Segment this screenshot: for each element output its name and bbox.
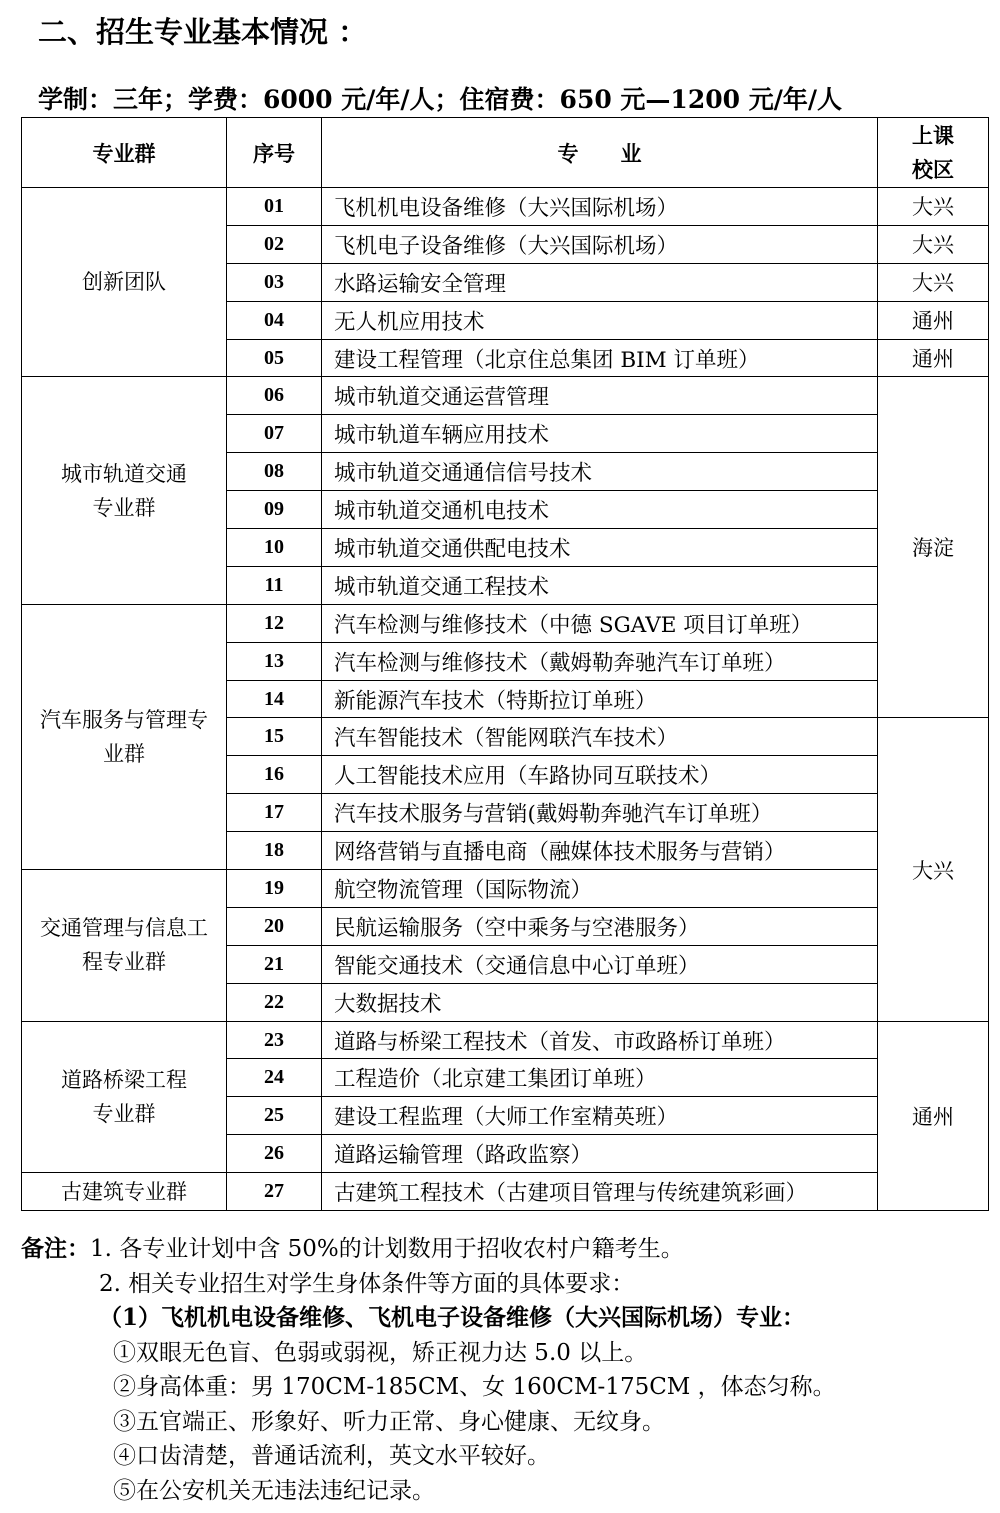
campus-cell: 大兴 xyxy=(878,263,989,301)
header-group: 专业群 xyxy=(22,118,227,188)
campus-cell: 海淀 xyxy=(878,377,989,718)
notes-label: 备注： xyxy=(21,1235,90,1262)
major-name: 城市轨道交通工程技术 xyxy=(322,566,878,604)
majors-table xyxy=(21,117,989,1211)
row-number: 11 xyxy=(227,566,322,604)
major-name: 城市轨道交通供配电技术 xyxy=(322,529,878,567)
major-name: 新能源汽车技术（特斯拉订单班） xyxy=(322,680,878,718)
row-number: 24 xyxy=(227,1059,322,1097)
row-number: 20 xyxy=(227,907,322,945)
group-name: 汽车服务与管理专 xyxy=(40,707,208,732)
group-name: 古建筑专业群 xyxy=(61,1179,187,1204)
major-name: 道路运输管理（路政监察） xyxy=(322,1135,878,1173)
row-number: 01 xyxy=(227,188,322,226)
group-name: 道路桥梁工程 xyxy=(61,1067,187,1092)
row-number: 03 xyxy=(227,263,322,301)
group-cell xyxy=(22,188,227,377)
major-name: 民航运输服务（空中乘务与空港服务） xyxy=(322,907,878,945)
major-name: 航空物流管理（国际物流） xyxy=(322,870,878,908)
row-number: 27 xyxy=(227,1173,322,1211)
row-number: 18 xyxy=(227,832,322,870)
row-number: 21 xyxy=(227,945,322,983)
row-number: 26 xyxy=(227,1135,322,1173)
major-name: 城市轨道交通运营管理 xyxy=(322,377,878,415)
group-name-cont: 程专业群 xyxy=(82,950,166,975)
notes-section xyxy=(21,1232,991,1508)
major-name: 汽车技术服务与营销(戴姆勒奔驰汽车订单班） xyxy=(322,794,878,832)
group-name-cont: 业群 xyxy=(103,741,145,766)
row-number: 25 xyxy=(227,1097,322,1135)
table-row xyxy=(22,604,989,642)
requirement-item: ③五官端正、形象好、听力正常、身心健康、无纹身。 xyxy=(113,1408,665,1435)
group-cell xyxy=(22,377,227,604)
major-name: 汽车检测与维修技术（中德 SGAVE 项目订单班） xyxy=(322,604,878,642)
major-name: 建设工程监理（大师工作室精英班） xyxy=(322,1097,878,1135)
header-seq: 序号 xyxy=(227,118,322,188)
major-name: 人工智能技术应用（车路协同互联技术） xyxy=(322,756,878,794)
major-name: 城市轨道交通机电技术 xyxy=(322,491,878,529)
major-name: 工程造价（北京建工集团订单班） xyxy=(322,1059,878,1097)
group-cell xyxy=(22,1021,227,1173)
row-number: 14 xyxy=(227,680,322,718)
row-number: 09 xyxy=(227,491,322,529)
tuition-fees-line: 学制：三年；学费：6000 元/年/人；住宿费：650 元—1200 元/年/人 xyxy=(38,85,842,114)
row-number: 16 xyxy=(227,756,322,794)
group-name-cont: 专业群 xyxy=(92,1101,156,1126)
group-name-cont: 专业群 xyxy=(92,495,156,520)
requirement-item: ④口齿清楚，普通话流利，英文水平较好。 xyxy=(113,1443,550,1469)
campus-cell: 通州 xyxy=(878,339,989,377)
row-number: 15 xyxy=(227,718,322,756)
table-row xyxy=(22,1173,989,1211)
note-item-1: 1. 各专业计划中含 50%的计划数用于招收农村户籍考生。 xyxy=(90,1236,684,1262)
table-row xyxy=(22,377,989,415)
major-name: 无人机应用技术 xyxy=(322,301,878,339)
campus-cell: 大兴 xyxy=(878,225,989,263)
major-name: 水路运输安全管理 xyxy=(322,263,878,301)
note-sub-heading: （1）飞机机电设备维修、飞机电子设备维修（大兴国际机场）专业： xyxy=(99,1304,806,1331)
row-number: 04 xyxy=(227,301,322,339)
row-number: 02 xyxy=(227,225,322,263)
group-name: 城市轨道交通 xyxy=(61,461,187,486)
note-item-2: 2. 相关专业招生对学生身体条件等方面的具体要求： xyxy=(99,1270,635,1297)
row-number: 12 xyxy=(227,604,322,642)
requirement-item: ②身高体重：男 170CM-185CM、女 160CM-175CM ，体态匀称。 xyxy=(113,1374,836,1400)
row-number: 22 xyxy=(227,983,322,1021)
requirement-item: ①双眼无色盲、色弱或弱视，矫正视力达 5.0 以上。 xyxy=(113,1339,648,1366)
campus-cell: 大兴 xyxy=(878,188,989,226)
row-number: 23 xyxy=(227,1021,322,1059)
section-heading: 二、招生专业基本情况 ： xyxy=(38,15,368,49)
major-name: 大数据技术 xyxy=(322,983,878,1021)
group-cell xyxy=(22,1173,227,1211)
table-row xyxy=(22,870,989,908)
row-number: 19 xyxy=(227,870,322,908)
header-campus-line2: 校区 xyxy=(912,156,954,182)
major-name: 城市轨道交通通信信号技术 xyxy=(322,453,878,491)
row-number: 05 xyxy=(227,339,322,377)
major-name: 城市轨道车辆应用技术 xyxy=(322,415,878,453)
major-name: 建设工程管理（北京住总集团 BIM 订单班） xyxy=(322,339,878,377)
major-name: 汽车智能技术（智能网联汽车技术） xyxy=(322,718,878,756)
table-row xyxy=(22,188,989,226)
row-number: 07 xyxy=(227,415,322,453)
row-number: 17 xyxy=(227,794,322,832)
major-name: 智能交通技术（交通信息中心订单班） xyxy=(322,945,878,983)
note-line-1 xyxy=(21,1232,991,1267)
group-name: 交通管理与信息工 xyxy=(40,916,208,941)
campus-cell: 通州 xyxy=(878,301,989,339)
group-cell xyxy=(22,604,227,869)
major-name: 道路与桥梁工程技术（首发、市政路桥订单班） xyxy=(322,1021,878,1059)
major-name: 汽车检测与维修技术（戴姆勒奔驰汽车订单班） xyxy=(322,642,878,680)
major-name: 网络营销与直播电商（融媒体技术服务与营销） xyxy=(322,832,878,870)
table-row xyxy=(22,1021,989,1059)
header-major: 专 业 xyxy=(322,118,878,188)
header-campus-line1: 上课 xyxy=(912,122,954,148)
group-cell xyxy=(22,870,227,1022)
major-name: 古建筑工程技术（古建项目管理与传统建筑彩画） xyxy=(322,1173,878,1211)
row-number: 13 xyxy=(227,642,322,680)
campus-cell: 大兴 xyxy=(878,718,989,1021)
major-name: 飞机电子设备维修（大兴国际机场） xyxy=(322,225,878,263)
row-number: 08 xyxy=(227,453,322,491)
table-header-row xyxy=(22,118,989,188)
header-campus xyxy=(878,118,989,188)
row-number: 10 xyxy=(227,529,322,567)
campus-cell: 通州 xyxy=(878,1021,989,1210)
group-name: 创新团队 xyxy=(82,270,166,295)
row-number: 06 xyxy=(227,377,322,415)
major-name: 飞机机电设备维修（大兴国际机场） xyxy=(322,188,878,226)
requirement-item: ⑤在公安机关无违法违纪记录。 xyxy=(113,1477,435,1504)
